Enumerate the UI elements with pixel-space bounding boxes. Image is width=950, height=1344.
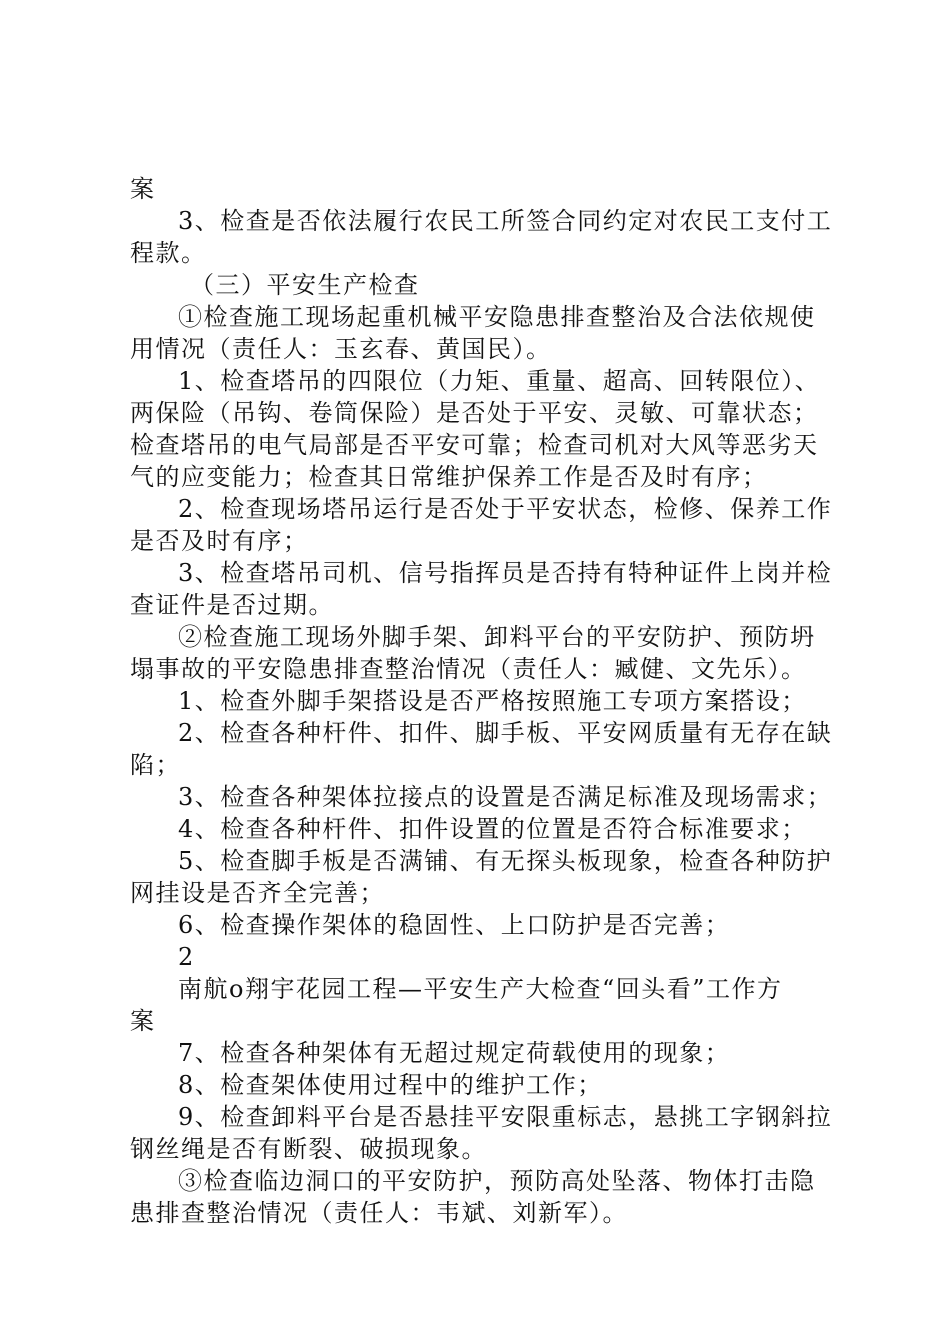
page-number: 2 — [178, 943, 195, 971]
text-line: 患排查整治情况（责任人：韦斌、刘新军）。 — [130, 1199, 628, 1227]
page-header: 南航o翔宇花园工程—平安生产大检查“回头看”工作方 — [178, 975, 783, 1003]
text-line: 用情况（责任人：玉玄春、黄国民）。 — [130, 335, 552, 363]
text-line: 程款。 — [130, 239, 207, 267]
text-line: 7、检查各种架体有无超过规定荷载使用的现象； — [178, 1039, 731, 1067]
text-line: 网挂设是否齐全完善； — [130, 879, 385, 907]
text-line: ①检查施工现场起重机械平安隐患排查整治及合法依规使 — [178, 303, 816, 331]
text-line: 4、检查各种杆件、扣件设置的位置是否符合标准要求； — [178, 815, 807, 843]
text-line: 3、检查塔吊司机、信号指挥员是否持有特种证件上岗并检 — [178, 559, 833, 587]
text-line: 两保险（吊钩、卷筒保险）是否处于平安、灵敏、可靠状态； — [130, 399, 819, 427]
text-line: 3、检查各种架体拉接点的设置是否满足标准及现场需求； — [178, 783, 833, 811]
section-heading: （三）平安生产检查 — [190, 271, 420, 299]
text-line: 1、检查塔吊的四限位（力矩、重量、超高、回转限位）、 — [178, 367, 821, 395]
text-line: 气的应变能力；检查其日常维护保养工作是否及时有序； — [130, 463, 768, 491]
text-line: 2、检查各种杆件、扣件、脚手板、平安网质量有无存在缺 — [178, 719, 833, 747]
text-line: 查证件是否过期。 — [130, 591, 334, 619]
text-line: 塌事故的平安隐患排查整治情况（责任人：臧健、文先乐）。 — [130, 655, 807, 683]
text-line: 5、检查脚手板是否满铺、有无探头板现象，检查各种防护 — [178, 847, 833, 875]
text-line: 9、检查卸料平台是否悬挂平安限重标志，悬挑工字钢斜拉 — [178, 1103, 833, 1131]
text-line: 是否及时有序； — [130, 527, 309, 555]
text-line: 案 — [130, 175, 156, 203]
text-line: 8、检查架体使用过程中的维护工作； — [178, 1071, 603, 1099]
text-line: 钢丝绳是否有断裂、破损现象。 — [130, 1135, 487, 1163]
text-line: 1、检查外脚手架搭设是否严格按照施工专项方案搭设； — [178, 687, 807, 715]
text-line: 2、检查现场塔吊运行是否处于平安状态，检修、保养工作 — [178, 495, 833, 523]
text-line: 陷； — [130, 751, 181, 779]
text-line: ②检查施工现场外脚手架、卸料平台的平安防护、预防坍 — [178, 623, 816, 651]
text-line: ③检查临边洞口的平安防护，预防高处坠落、物体打击隐 — [178, 1167, 816, 1195]
text-line: 6、检查操作架体的稳固性、上口防护是否完善； — [178, 911, 731, 939]
text-line: 3、检查是否依法履行农民工所签合同约定对农民工支付工 — [178, 207, 833, 235]
page-header-continued: 案 — [130, 1007, 156, 1035]
text-line: 检查塔吊的电气局部是否平安可靠；检查司机对大风等恶劣天 — [130, 431, 819, 459]
